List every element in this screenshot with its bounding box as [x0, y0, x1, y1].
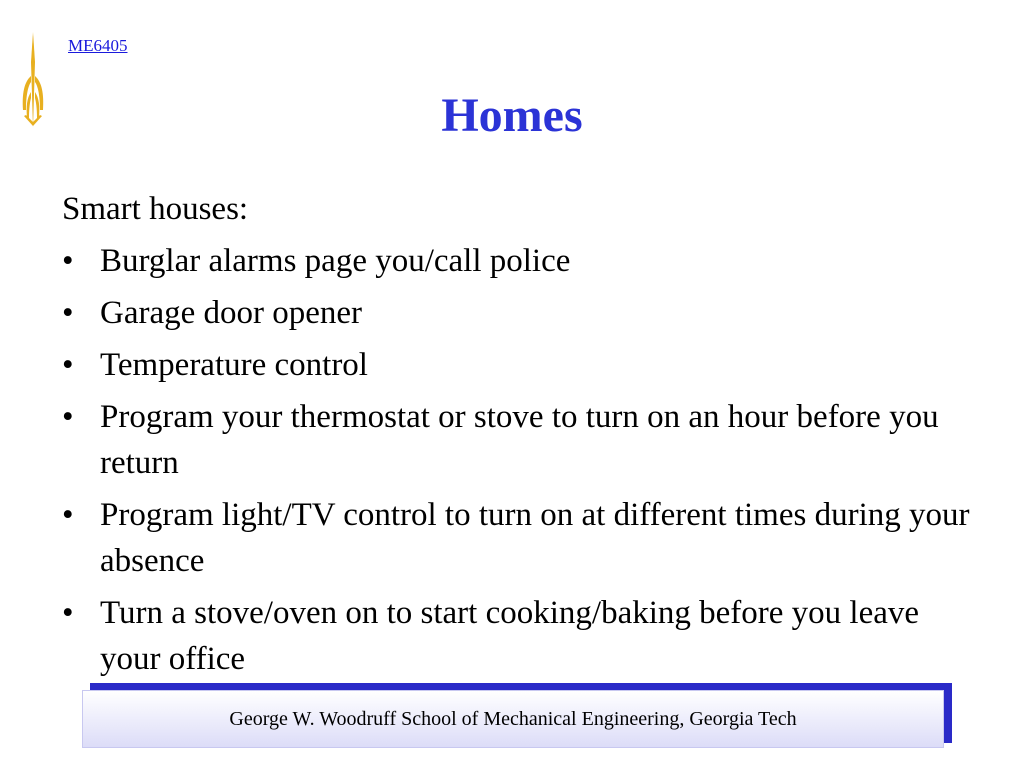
bullet-icon: •	[62, 295, 74, 331]
intro-text: Smart houses:	[62, 191, 249, 227]
slide-title: Homes	[441, 89, 583, 142]
list-item-text: Garage door opener	[100, 295, 363, 331]
list-item	[62, 394, 982, 486]
footer-text: George W. Woodruff School of Mechanical Engineering, Georgia Tech	[229, 707, 797, 730]
list-item-text: Program your thermostat or stove to turn on an hour before you return	[100, 399, 939, 481]
list-item	[62, 342, 982, 388]
list-item	[62, 492, 982, 584]
list-item-text: Program light/TV control to turn on at different times during your absence	[100, 497, 970, 579]
list-item	[62, 290, 982, 336]
list-item-text: Burglar alarms page you/call police	[100, 243, 571, 279]
bullet-icon: •	[62, 497, 74, 533]
list-item	[62, 590, 982, 682]
footer-banner	[82, 690, 944, 748]
bullet-list	[62, 238, 982, 682]
list-item-text: Temperature control	[100, 347, 368, 383]
list-item	[62, 238, 982, 284]
bullet-icon: •	[62, 347, 74, 383]
bullet-icon: •	[62, 595, 74, 631]
bullet-icon: •	[62, 399, 74, 435]
list-item-text: Turn a stove/oven on to start cooking/baking before you leave your office	[100, 595, 920, 677]
bullet-icon: •	[62, 243, 74, 279]
slide-content	[62, 186, 982, 682]
course-code[interactable]: ME6405	[68, 36, 128, 55]
